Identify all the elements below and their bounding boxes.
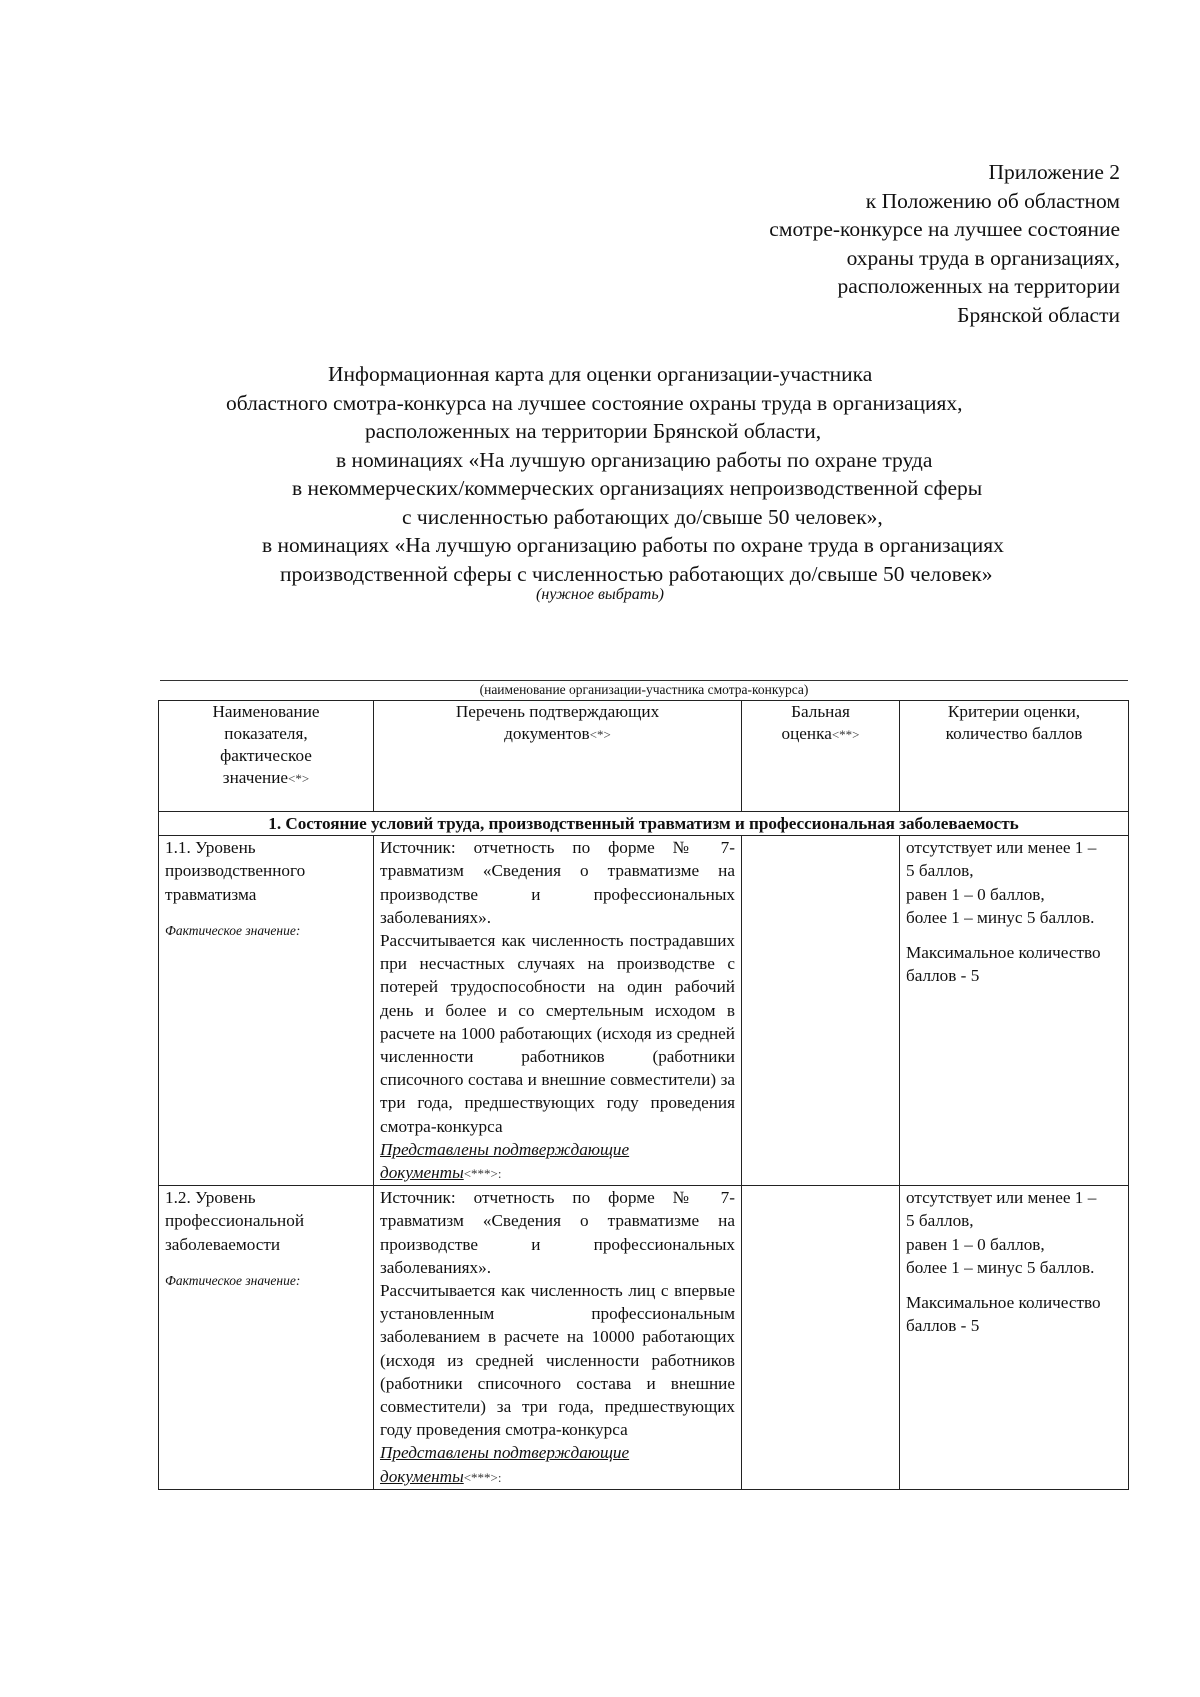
header-score: Бальная оценка<**> xyxy=(742,701,900,812)
section-row xyxy=(159,812,1129,836)
organization-name-caption: (наименование организации-участника смотра-конкурса) xyxy=(479,682,809,697)
title-line: областного смотра-конкурса на лучшее состояние охраны труда в организациях, xyxy=(226,390,963,415)
choose-note: (нужное выбрать) xyxy=(536,586,664,603)
criteria-cell: отсутствует или менее 1 – 5 баллов, равен 1 – 0 баллов, более 1 – минус 5 баллов. Максимальное количество баллов - 5 xyxy=(900,1186,1129,1490)
header-criteria: Критерии оценки, количество баллов xyxy=(900,701,1129,812)
appendix-line: к Положению об областном xyxy=(865,188,1120,213)
table-row xyxy=(159,1186,1129,1490)
assessment-table xyxy=(158,700,1129,1490)
title-line: производственной сферы с численностью работающих до/свыше 50 человек» xyxy=(280,561,993,586)
score-input-cell[interactable] xyxy=(742,1186,900,1490)
title-line: в некоммерческих/коммерческих организациях непроизводственной сферы xyxy=(292,476,983,500)
appendix-line: смотре-конкурсе на лучшее состояние xyxy=(769,217,1120,242)
document-title xyxy=(130,360,1200,588)
criteria-cell: отсутствует или менее 1 – 5 баллов, равен 1 – 0 баллов, более 1 – минус 5 баллов. Максимальное количество баллов - 5 xyxy=(900,836,1129,1186)
appendix-line: охраны труда в организациях, xyxy=(846,245,1120,270)
table-row xyxy=(159,836,1129,1186)
documents-cell: Источник: отчетность по форме № 7-травматизм «Сведения о травматизме на производстве и профессиональных заболеваниях». Рассчитывается как численность пострадавших при несчастных случаях на производстве с потерей трудоспособности на один рабочий день и более и со смертельным исходом в расчете на 1000 работающих (исходя из средней численности работников (работники списочного состава и внешние совместители) за три года, предшествующих году проведения смотра-конкурса Представлены подтверждающие документы<***>: xyxy=(374,836,742,1186)
table-header-row xyxy=(159,701,1129,812)
appendix-line: расположенных на территории xyxy=(837,274,1120,299)
appendix-line: Приложение 2 xyxy=(988,160,1120,184)
fact-value-label: Фактическое значение: xyxy=(165,922,301,938)
title-line: в номинациях «На лучшую организацию работы по охране труда xyxy=(336,447,933,472)
organization-name-line[interactable] xyxy=(160,680,1128,681)
indicator-cell: 1.1. Уровень производственного травматизма Фактическое значение: xyxy=(159,836,374,1186)
header-documents: Перечень подтверждающих документов<*> xyxy=(374,701,742,812)
header-indicator: Наименование показателя, фактическое значение<*> xyxy=(159,701,374,812)
section-title: 1. Состояние условий труда, производственный травматизм и профессиональная заболеваемость xyxy=(159,812,1129,836)
appendix-heading xyxy=(769,158,1120,330)
title-line: с численностью работающих до/свыше 50 человек», xyxy=(402,504,883,529)
indicator-cell: 1.2. Уровень профессиональной заболеваемости Фактическое значение: xyxy=(159,1186,374,1490)
score-input-cell[interactable] xyxy=(742,836,900,1186)
title-line: расположенных на территории Брянской области, xyxy=(365,419,822,443)
fact-value-label: Фактическое значение: xyxy=(165,1272,301,1288)
appendix-line: Брянской области xyxy=(957,302,1120,327)
title-line: Информационная карта для оценки организации-участника xyxy=(328,362,873,386)
title-line: в номинациях «На лучшую организацию работы по охране труда в организациях xyxy=(262,533,1004,557)
documents-cell: Источник: отчетность по форме № 7-травматизм «Сведения о травматизме на производстве и профессиональных заболеваниях». Рассчитывается как численность лиц с впервые установленным профессиональным заболеванием в расчете на 10000 работающих (исходя из средней численности работников (работники списочного состава и внешние совместители) за три года, предшествующих году проведения смотра-конкурса Представлены подтверждающие документы<***>: xyxy=(374,1186,742,1490)
